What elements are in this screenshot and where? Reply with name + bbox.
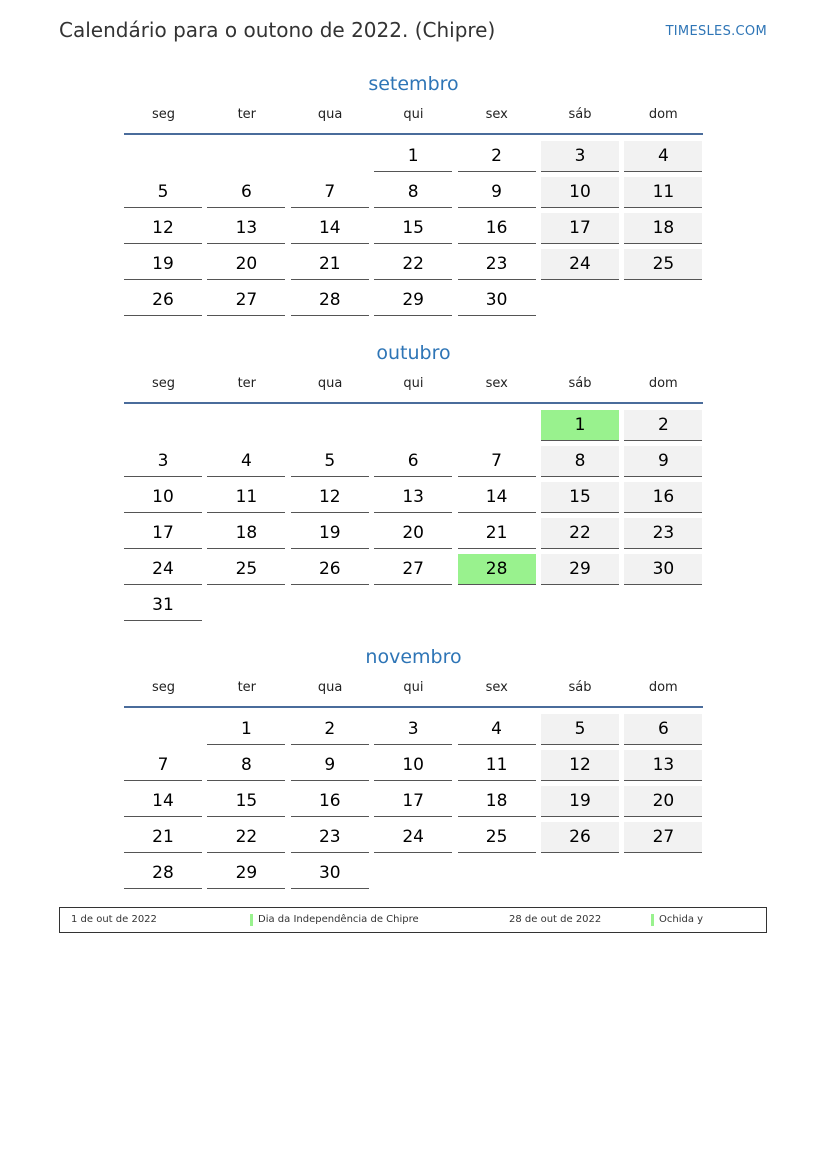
legend-holiday-name: Dia da Independência de Chipre [258,914,419,925]
day-cell: 23 [458,249,536,280]
day-cell: 21 [458,518,536,549]
holiday-legend [59,907,767,933]
day-cell: 21 [291,249,369,280]
day-cell: 17 [374,786,452,817]
legend-holiday-name: Ochida y [659,914,704,925]
day-cell: 25 [207,554,285,585]
day-cell: 26 [291,554,369,585]
day-cell: 17 [541,213,619,244]
day-cell: 24 [374,822,452,853]
day-cell: 6 [374,446,452,477]
day-cell: 27 [207,285,285,316]
day-cell: 24 [124,554,202,585]
weekday-label: seg [151,376,176,391]
day-cell: 4 [207,446,285,477]
weekday-label: sex [485,107,508,122]
weekday-label: seg [151,680,176,695]
day-cell: 8 [541,446,619,477]
day-cell: 22 [374,249,452,280]
day-cell: 12 [541,750,619,781]
day-cell: 10 [541,177,619,208]
day-cell: 5 [541,714,619,745]
day-cell: 29 [541,554,619,585]
day-cell: 9 [458,177,536,208]
day-cell: 4 [458,714,536,745]
weekday-header [124,375,703,404]
weekday-label: ter [237,376,257,391]
day-cell: 6 [624,714,702,745]
day-cell: 21 [124,822,202,853]
day-cell: 25 [624,249,702,280]
day-cell: 16 [458,213,536,244]
day-cell: 5 [124,177,202,208]
weekday-label: ter [237,107,257,122]
day-cell: 25 [458,822,536,853]
day-cell: 18 [458,786,536,817]
day-cell: 3 [124,446,202,477]
day-cell: 11 [207,482,285,513]
day-cell: 15 [207,786,285,817]
day-cell: 8 [374,177,452,208]
month-name: setembro [368,73,459,95]
day-cell: 1 [374,141,452,172]
day-cell: 28 [124,858,202,889]
weekday-header [124,679,703,708]
day-cell: 31 [124,590,202,621]
weekday-label: dom [648,376,678,391]
day-cell: 20 [374,518,452,549]
weekday-label: ter [237,680,257,695]
day-cell: 15 [541,482,619,513]
day-cell: 19 [541,786,619,817]
day-cell: 19 [291,518,369,549]
page-title: Calendário para o outono de 2022. (Chipre) [59,18,496,42]
weekday-label: dom [648,680,678,695]
weekday-label: qui [403,376,424,391]
weekday-label: dom [648,107,678,122]
weekday-label: qua [317,680,343,695]
day-cell: 13 [207,213,285,244]
day-cell: 2 [291,714,369,745]
day-cell: 10 [124,482,202,513]
day-cell: 24 [541,249,619,280]
legend-date: 1 de out de 2022 [71,914,157,925]
day-cell: 30 [291,858,369,889]
day-cell: 14 [291,213,369,244]
weekday-label: sex [485,680,508,695]
day-cell: 27 [374,554,452,585]
month-name: outubro [376,342,451,364]
day-cell: 16 [291,786,369,817]
day-cell: 12 [291,482,369,513]
day-cell: 29 [374,285,452,316]
weekday-label: qua [317,107,343,122]
day-cell: 11 [624,177,702,208]
day-cell: 9 [291,750,369,781]
day-cell: 1 [207,714,285,745]
month-2 [124,643,703,883]
day-cell: 16 [624,482,702,513]
day-cell: 20 [624,786,702,817]
day-cell: 18 [624,213,702,244]
weekday-label: sex [485,376,508,391]
day-cell: 12 [124,213,202,244]
day-cell: 1 [541,410,619,441]
day-cell: 11 [458,750,536,781]
day-cell: 22 [207,822,285,853]
day-cell: 28 [458,554,536,585]
day-cell: 26 [541,822,619,853]
day-cell: 17 [124,518,202,549]
day-cell: 29 [207,858,285,889]
weekday-label: qui [403,680,424,695]
day-cell: 5 [291,446,369,477]
weekday-header [124,106,703,135]
day-cell: 23 [291,822,369,853]
day-cell: 13 [374,482,452,513]
day-cell: 3 [541,141,619,172]
weekday-label: sáb [568,680,592,695]
day-cell: 15 [374,213,452,244]
day-cell: 9 [624,446,702,477]
month-name: novembro [365,646,462,668]
holiday-swatch [250,914,253,926]
day-cell: 2 [624,410,702,441]
day-cell: 22 [541,518,619,549]
day-cell: 10 [374,750,452,781]
day-cell: 8 [207,750,285,781]
day-cell: 30 [458,285,536,316]
day-cell: 27 [624,822,702,853]
day-cell: 20 [207,249,285,280]
weekday-label: qui [403,107,424,122]
legend-date: 28 de out de 2022 [509,914,602,925]
day-cell: 30 [624,554,702,585]
day-cell: 6 [207,177,285,208]
month-1 [124,339,703,615]
brand-link[interactable]: TIMESLES.COM [665,24,767,39]
day-cell: 4 [624,141,702,172]
day-cell: 26 [124,285,202,316]
day-cell: 3 [374,714,452,745]
holiday-swatch [651,914,654,926]
day-cell: 13 [624,750,702,781]
day-cell: 7 [291,177,369,208]
day-cell: 2 [458,141,536,172]
day-cell: 7 [124,750,202,781]
weekday-label: sáb [568,376,592,391]
day-cell: 7 [458,446,536,477]
day-cell: 23 [624,518,702,549]
day-cell: 19 [124,249,202,280]
day-cell: 28 [291,285,369,316]
day-cell: 18 [207,518,285,549]
day-cell: 14 [124,786,202,817]
weekday-label: qua [317,376,343,391]
weekday-label: seg [151,107,176,122]
weekday-label: sáb [568,107,592,122]
day-cell: 14 [458,482,536,513]
month-0 [124,70,703,310]
